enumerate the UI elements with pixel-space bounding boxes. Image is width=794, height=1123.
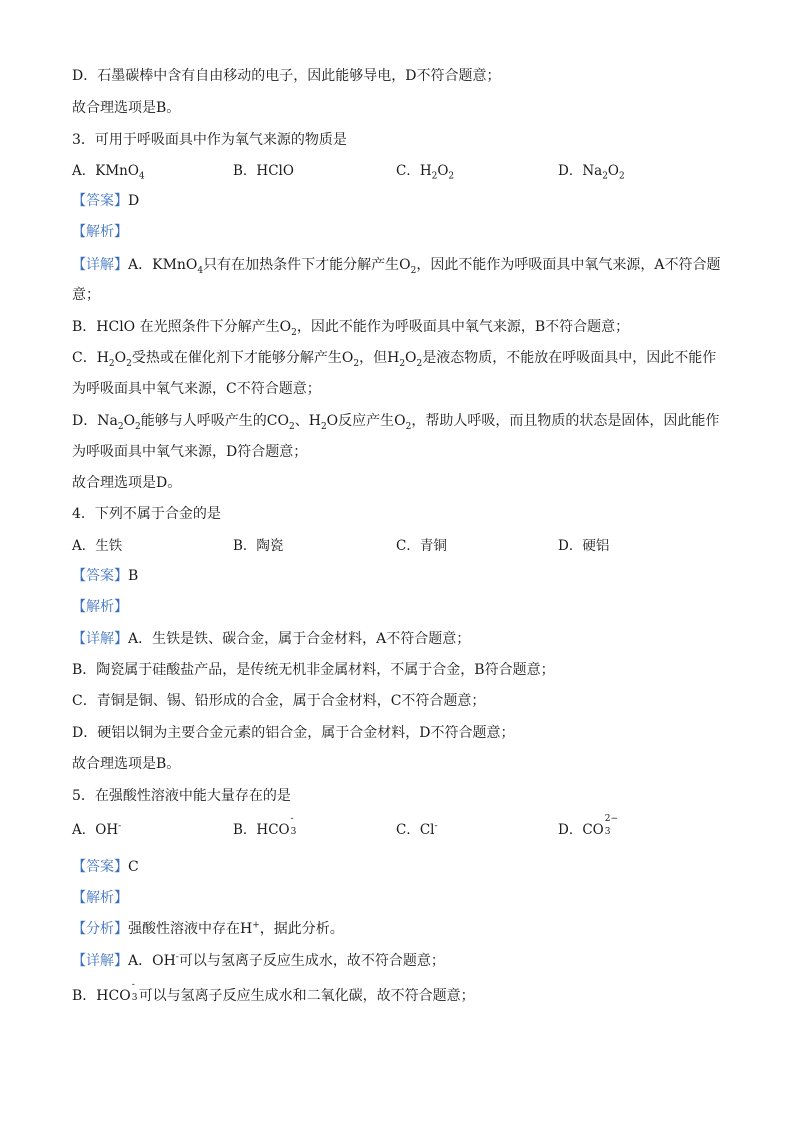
q5-fenxi-line: 【分析】强酸性溶液中存在H+，据此分析。 (72, 920, 344, 937)
q5-option-d: D．CO 2− 3 (558, 814, 619, 838)
q5-answer: 【答案】C (72, 859, 139, 875)
text-line: B．陶瓷属于硅酸盐产品，是传统无机非金属材料，不属于合金，B符合题意； (72, 662, 555, 678)
text-line: 故合理选项是B。 (72, 756, 181, 772)
q3-option-b: B．HClO (233, 163, 294, 179)
q5-option-b: B．HCO - 3 (233, 814, 297, 838)
text-line: D．硬铝以铜为主要合金元素的铝合金，属于合金材料，D不符合题意； (72, 725, 515, 741)
question-5-stem: 5．在强酸性溶液中能大量存在的是 (72, 788, 291, 804)
q3-detail-line-d: D．$Na_2O_2$能够与人呼吸产生的$CO_2$、$H_2O$反应产生$O_2$，帮助人呼吸，而且物质的状态是固体，因此能作 (72, 413, 720, 432)
text-line: C．青铜是铜、锡、铅形成的合金，属于合金材料，C不符合题意； (72, 693, 486, 709)
q4-analysis-heading: 【解析】 (72, 599, 128, 615)
q4-option-a: A．生铁 (72, 538, 123, 554)
q5-detail-line-b: B．HCO - 3 可以与氢离子反应生成水和二氧化碳，故不符合题意； (72, 980, 475, 1004)
q5-option-a: A．OH- (72, 821, 122, 838)
q4-option-d: D．硬铝 (558, 538, 610, 554)
text-line: 为呼吸面具中氧气来源，C不符合题意； (72, 381, 321, 397)
q4-option-b: B．陶瓷 (233, 538, 284, 554)
q3-detail-line-1: 【详解】A．KMnO$_4$只有在加热条件下才能分解产生$O_2$，因此不能作为呼吸面具中氧气来源，A不符合题 (72, 257, 721, 276)
q3-option-a: A．KMnO$_4$ (72, 163, 145, 182)
q5-option-c: C．Cl- (396, 821, 438, 838)
q3-answer: 【答案】D (72, 193, 140, 209)
q4-option-c: C．青铜 (396, 538, 447, 554)
q3-detail-line-b: B．HClO 在光照条件下分解产生$O_2$，因此不能作为呼吸面具中氧气来源，B不符合题意； (72, 319, 630, 338)
text-line: 意； (72, 287, 100, 303)
q4-detail-line-a: 【详解】A．生铁是铁、碳合金，属于合金材料，A不符合题意； (72, 631, 471, 647)
q5-detail-line-a: 【详解】A．OH-可以与氢离子反应生成水，故不符合题意； (72, 952, 445, 969)
text-line: 为呼吸面具中氧气来源，D符合题意； (72, 444, 308, 460)
question-4-stem: 4．下列不属于合金的是 (72, 506, 221, 522)
q3-option-d: D．$Na_2O_2$ (558, 163, 625, 182)
q5-analysis-heading: 【解析】 (72, 890, 128, 906)
text-line: 故合理选项是D。 (72, 475, 182, 491)
q4-answer: 【答案】B (72, 568, 139, 584)
text-line: 故合理选项是B。 (72, 100, 181, 116)
q3-analysis-heading: 【解析】 (72, 224, 128, 240)
q3-detail-line-c: C．$H_2O_2$受热或在催化剂下才能够分解产生$O_2$，但$H_2O_2$是液态物质，不能放在呼吸面具中，因此不能作 (72, 350, 717, 369)
question-3-stem: 3．可用于呼吸面具中作为氧气来源的物质是 (72, 132, 347, 148)
text-line: D．石墨碳棒中含有自由移动的电子，因此能够导电，D不符合题意； (72, 68, 501, 84)
q3-option-c: C．$H_2O_2$ (396, 163, 455, 182)
